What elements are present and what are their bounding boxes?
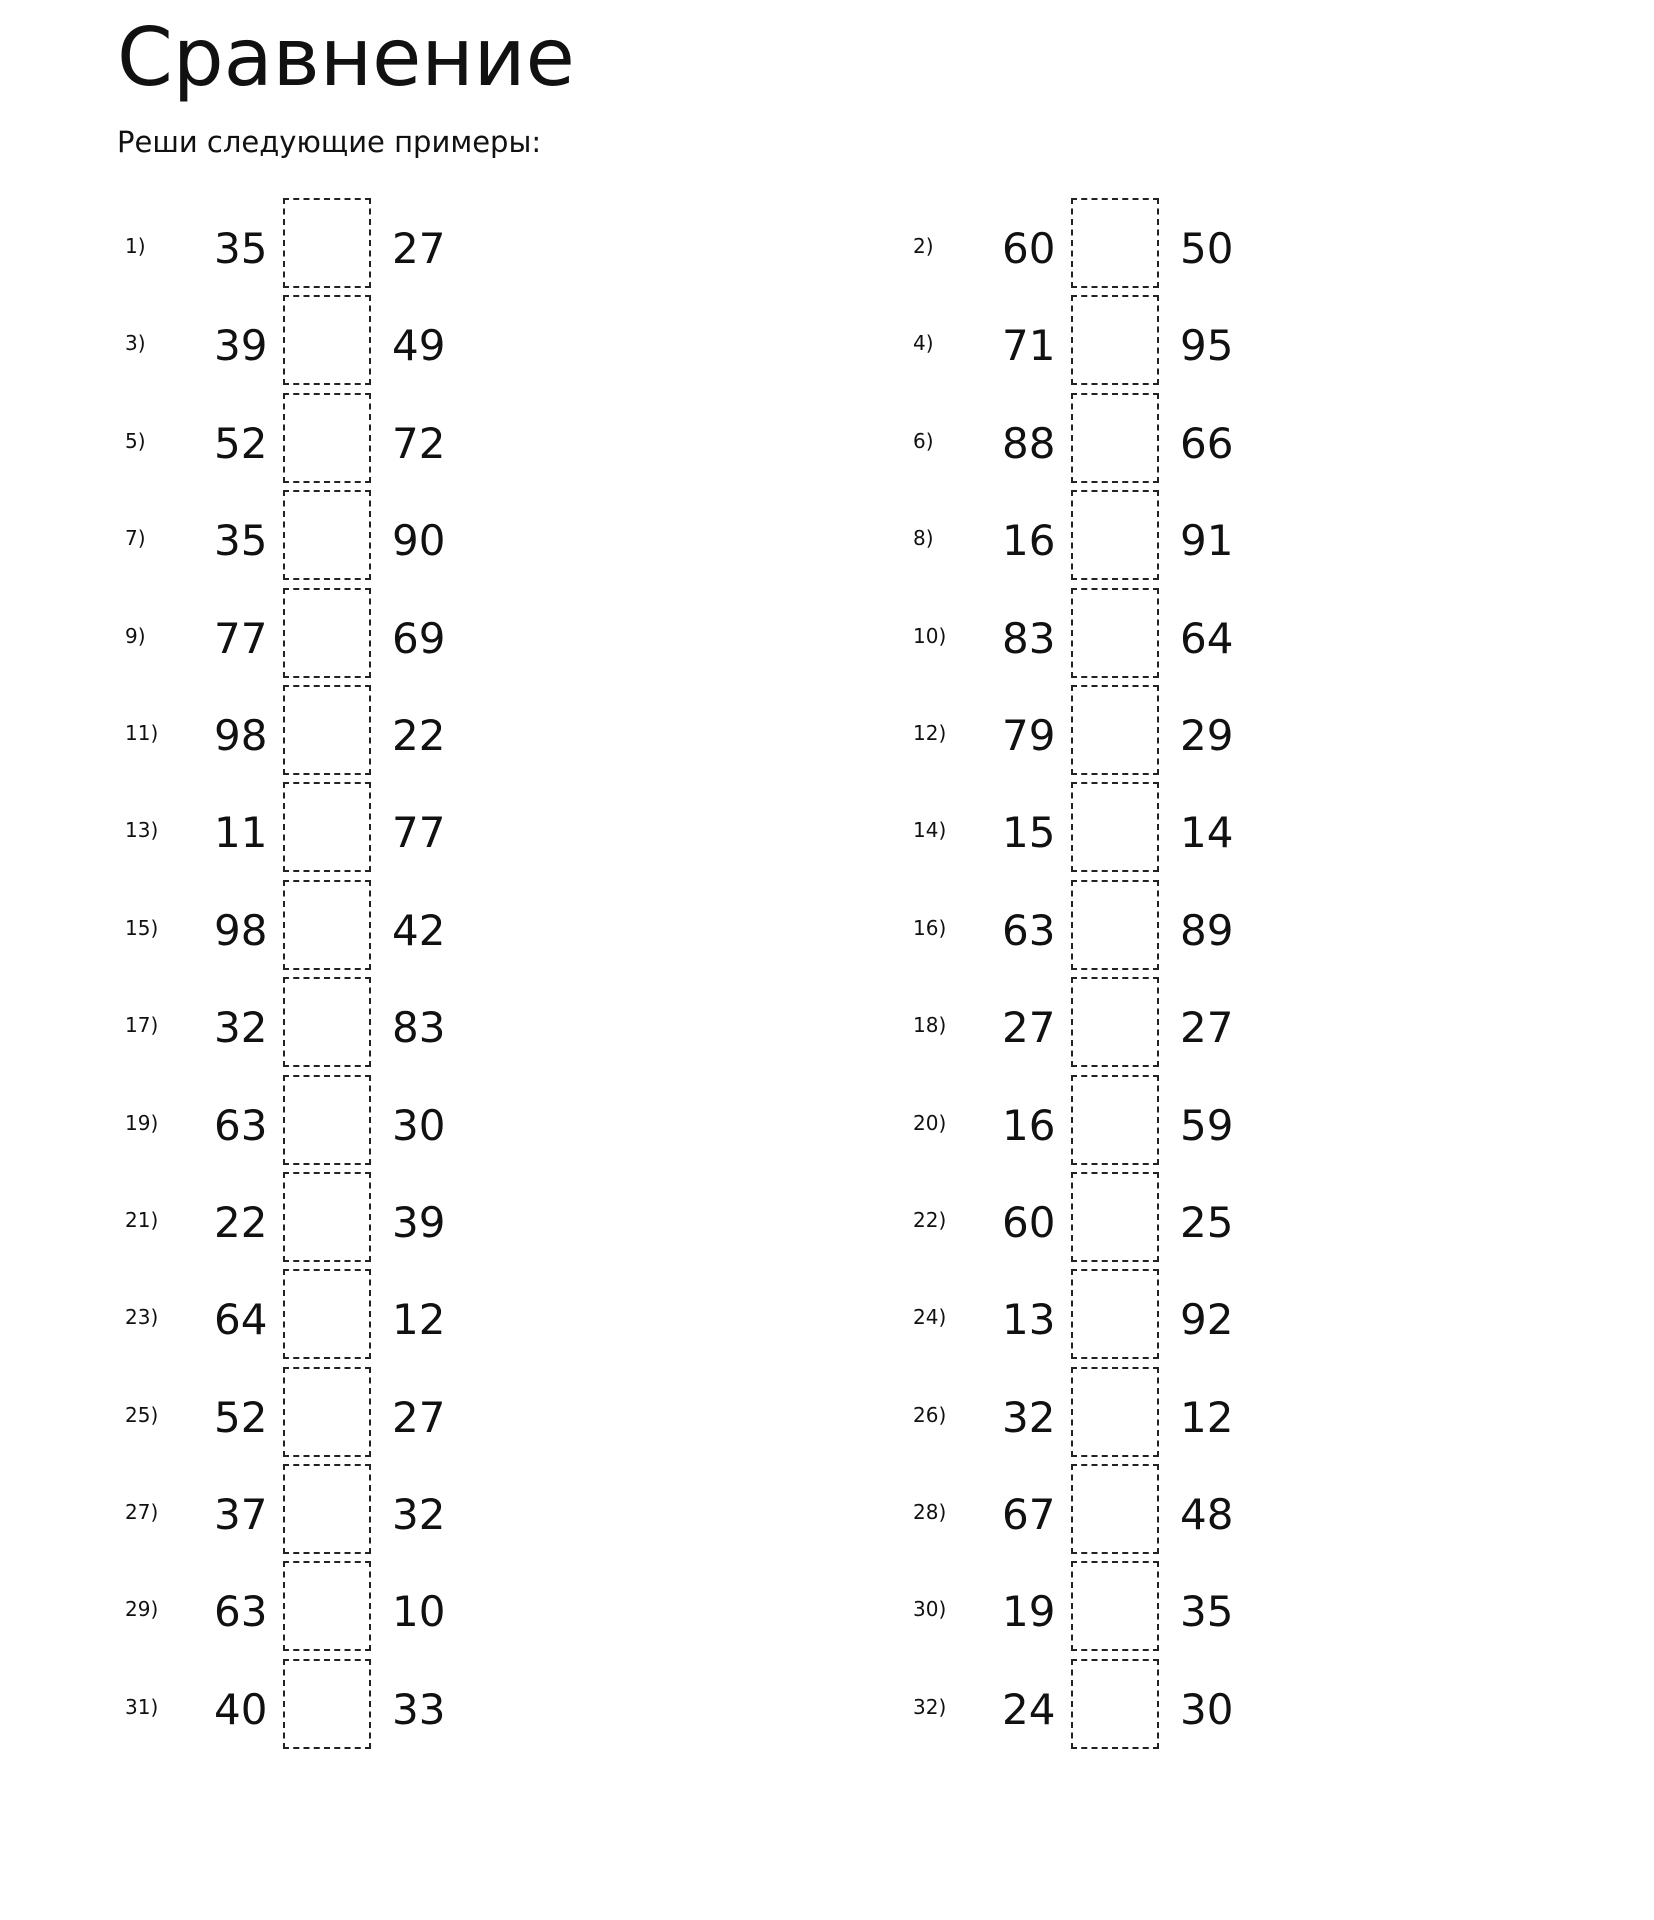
- problem-number: 31): [125, 1694, 159, 1719]
- answer-box[interactable]: [283, 1561, 371, 1651]
- answer-box[interactable]: [283, 1464, 371, 1554]
- answer-box[interactable]: [1071, 1269, 1159, 1359]
- problem-row: [117, 198, 537, 295]
- right-number: 29: [1180, 710, 1234, 760]
- problem-row: [117, 977, 537, 1074]
- left-number: 77: [214, 613, 268, 663]
- left-number: 24: [1002, 1684, 1056, 1734]
- left-number: 88: [1002, 418, 1056, 468]
- problem-number: 3): [125, 331, 146, 356]
- answer-box[interactable]: [1071, 198, 1159, 288]
- problem-number: 24): [913, 1305, 947, 1330]
- problem-row: [905, 393, 1325, 490]
- problem-number: 21): [125, 1207, 159, 1232]
- problem-number: 28): [913, 1500, 947, 1525]
- right-number: 30: [392, 1100, 446, 1150]
- left-number: 67: [1002, 1490, 1056, 1540]
- right-number: 89: [1180, 905, 1234, 955]
- problem-number: 9): [125, 623, 146, 648]
- problem-number: 15): [125, 915, 159, 940]
- page-title: Сравнение: [117, 11, 575, 104]
- answer-box[interactable]: [283, 1172, 371, 1262]
- problem-number: 18): [913, 1013, 947, 1038]
- right-number: 10: [392, 1587, 446, 1637]
- problem-row: [117, 1367, 537, 1464]
- right-number: 27: [392, 224, 446, 273]
- problem-number: 5): [125, 428, 146, 453]
- problem-number: 1): [125, 234, 146, 258]
- answer-box[interactable]: [283, 295, 371, 385]
- problem-number: 32): [913, 1694, 947, 1719]
- answer-box[interactable]: [1071, 1464, 1159, 1554]
- problem-number: 16): [913, 915, 947, 940]
- answer-box[interactable]: [283, 977, 371, 1067]
- answer-box[interactable]: [1071, 1659, 1159, 1749]
- problem-number: 29): [125, 1597, 159, 1622]
- left-number: 35: [214, 516, 268, 566]
- answer-box[interactable]: [283, 880, 371, 970]
- problem-number: 10): [913, 623, 947, 648]
- answer-box[interactable]: [1071, 1367, 1159, 1457]
- left-number: 19: [1002, 1587, 1056, 1637]
- answer-box[interactable]: [283, 685, 371, 775]
- right-number: 12: [392, 1295, 446, 1345]
- right-number: 22: [392, 710, 446, 760]
- answer-box[interactable]: [1071, 1075, 1159, 1165]
- right-number: 35: [1180, 1587, 1234, 1637]
- right-number: 91: [1180, 516, 1234, 566]
- problem-row: [905, 198, 1325, 295]
- left-number: 98: [214, 710, 268, 760]
- left-number: 64: [214, 1295, 268, 1345]
- problem-row: [117, 1269, 537, 1366]
- left-number: 63: [214, 1587, 268, 1637]
- right-number: 27: [392, 1392, 446, 1442]
- right-number: 77: [392, 808, 446, 858]
- answer-box[interactable]: [1071, 588, 1159, 678]
- left-number: 98: [214, 905, 268, 955]
- left-number: 83: [1002, 613, 1056, 663]
- answer-box[interactable]: [1071, 685, 1159, 775]
- problem-number: 7): [125, 526, 146, 551]
- problem-row: [905, 685, 1325, 782]
- left-number: 63: [214, 1100, 268, 1150]
- right-number: 64: [1180, 613, 1234, 663]
- problem-row: [117, 295, 537, 392]
- right-number: 39: [392, 1197, 446, 1247]
- problem-row: [117, 685, 537, 782]
- answer-box[interactable]: [1071, 1561, 1159, 1651]
- answer-box[interactable]: [283, 1659, 371, 1749]
- right-number: 32: [392, 1490, 446, 1540]
- problem-row: [905, 1367, 1325, 1464]
- problem-row: [117, 1172, 537, 1269]
- problem-row: [905, 977, 1325, 1074]
- right-number: 69: [392, 613, 446, 663]
- problem-number: 8): [913, 526, 934, 551]
- answer-box[interactable]: [283, 1075, 371, 1165]
- answer-box[interactable]: [283, 198, 371, 288]
- right-number: 27: [1180, 1003, 1234, 1053]
- problem-number: 19): [125, 1110, 159, 1135]
- problem-number: 13): [125, 818, 159, 843]
- right-number: 90: [392, 516, 446, 566]
- right-number: 49: [392, 321, 446, 371]
- right-number: 30: [1180, 1684, 1234, 1734]
- problem-row: [905, 588, 1325, 685]
- left-number: 32: [214, 1003, 268, 1053]
- problem-number: 11): [125, 720, 159, 745]
- problem-number: 20): [913, 1110, 947, 1135]
- answer-box[interactable]: [283, 1367, 371, 1457]
- problem-row: [117, 782, 537, 879]
- problem-row: [117, 880, 537, 977]
- problem-number: 12): [913, 720, 947, 745]
- left-number: 32: [1002, 1392, 1056, 1442]
- left-number: 11: [214, 808, 268, 858]
- left-number: 39: [214, 321, 268, 371]
- answer-box[interactable]: [283, 588, 371, 678]
- problem-number: 6): [913, 428, 934, 453]
- left-number: 35: [214, 224, 268, 273]
- left-number: 37: [214, 1490, 268, 1540]
- left-number: 71: [1002, 321, 1056, 371]
- answer-box[interactable]: [283, 1269, 371, 1359]
- left-number: 52: [214, 1392, 268, 1442]
- problem-number: 26): [913, 1402, 947, 1427]
- left-number: 15: [1002, 808, 1056, 858]
- answer-box[interactable]: [1071, 295, 1159, 385]
- problem-row: [905, 782, 1325, 879]
- left-number: 60: [1002, 224, 1056, 273]
- answer-box[interactable]: [283, 782, 371, 872]
- right-number: 72: [392, 418, 446, 468]
- problem-row: [905, 880, 1325, 977]
- problem-row: [117, 588, 537, 685]
- problem-number: 23): [125, 1305, 159, 1330]
- problem-row: [905, 1464, 1325, 1561]
- right-number: 42: [392, 905, 446, 955]
- answer-box[interactable]: [1071, 490, 1159, 580]
- left-number: 63: [1002, 905, 1056, 955]
- left-number: 52: [214, 418, 268, 468]
- problem-number: 25): [125, 1402, 159, 1427]
- problem-row: [117, 490, 537, 587]
- problem-row: [117, 1659, 537, 1756]
- problem-row: [905, 1269, 1325, 1366]
- problem-row: [905, 1561, 1325, 1658]
- left-number: 40: [214, 1684, 268, 1734]
- right-number: 83: [392, 1003, 446, 1053]
- problem-number: 14): [913, 818, 947, 843]
- answer-box[interactable]: [1071, 393, 1159, 483]
- problem-number: 22): [913, 1207, 947, 1232]
- left-number: 22: [214, 1197, 268, 1247]
- answer-box[interactable]: [283, 393, 371, 483]
- answer-box[interactable]: [1071, 782, 1159, 872]
- right-number: 95: [1180, 321, 1234, 371]
- right-number: 14: [1180, 808, 1234, 858]
- answer-box[interactable]: [1071, 880, 1159, 970]
- right-number: 48: [1180, 1490, 1234, 1540]
- right-number: 25: [1180, 1197, 1234, 1247]
- left-number: 60: [1002, 1197, 1056, 1247]
- problem-number: 2): [913, 234, 934, 258]
- problem-row: [905, 490, 1325, 587]
- problem-row: [905, 1659, 1325, 1756]
- problem-number: 27): [125, 1500, 159, 1525]
- right-number: 12: [1180, 1392, 1234, 1442]
- instruction-text: Реши следующие примеры:: [117, 125, 542, 159]
- answer-box[interactable]: [1071, 977, 1159, 1067]
- problems-column-left: [117, 198, 537, 1756]
- problem-row: [905, 295, 1325, 392]
- answer-box[interactable]: [1071, 1172, 1159, 1262]
- answer-box[interactable]: [283, 490, 371, 580]
- problem-row: [117, 1464, 537, 1561]
- left-number: 13: [1002, 1295, 1056, 1345]
- problem-number: 4): [913, 331, 934, 356]
- problem-row: [905, 1075, 1325, 1172]
- right-number: 50: [1180, 224, 1234, 273]
- left-number: 27: [1002, 1003, 1056, 1053]
- problem-row: [117, 1075, 537, 1172]
- right-number: 66: [1180, 418, 1234, 468]
- problem-row: [905, 1172, 1325, 1269]
- problem-row: [117, 1561, 537, 1658]
- left-number: 16: [1002, 1100, 1056, 1150]
- problem-number: 30): [913, 1597, 947, 1622]
- problem-number: 17): [125, 1013, 159, 1038]
- right-number: 92: [1180, 1295, 1234, 1345]
- right-number: 33: [392, 1684, 446, 1734]
- left-number: 79: [1002, 710, 1056, 760]
- right-number: 59: [1180, 1100, 1234, 1150]
- left-number: 16: [1002, 516, 1056, 566]
- problem-row: [117, 393, 537, 490]
- problems-column-right: [905, 198, 1325, 1756]
